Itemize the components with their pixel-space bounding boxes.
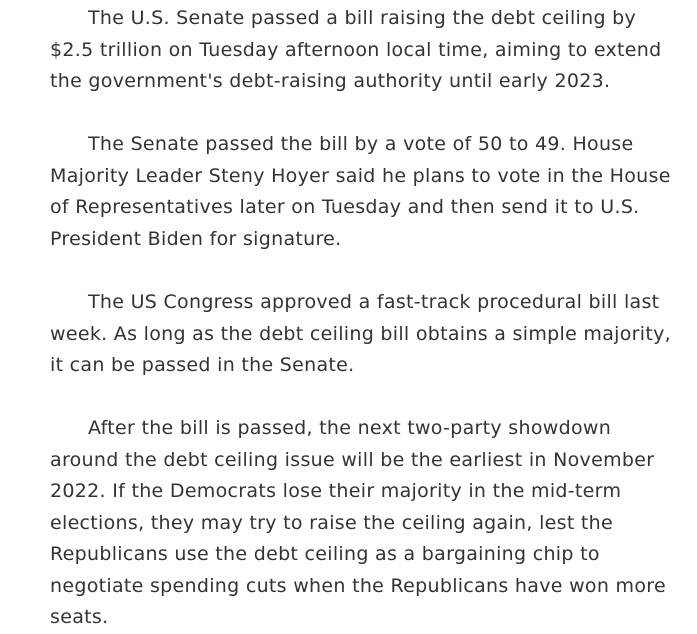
article-paragraph-3: The US Congress approved a fast-track procedural bill last week. As long as the debt ceiling bill obtains a simple majority, it can be passed in the Senate. bbox=[50, 291, 671, 376]
article-paragraph-4: After the bill is passed, the next two-party showdown around the debt ceiling issue will be the earliest in November 2022. If the Democrats lose their majority in the mid-term elections, they may try to raise the ceiling again, lest the Republicans use the debt ceiling as a bargaining chip to negotiate spending cuts when the Republicans have won more seats. bbox=[50, 417, 666, 628]
article-paragraph-2: The Senate passed the bill by a vote of 50 to 49. House Majority Leader Steny Hoyer said he plans to vote in the House of Representatives later on Tuesday and then send it to U.S. President Biden for signature. bbox=[50, 133, 671, 250]
article-paragraph-1: The U.S. Senate passed a bill raising the debt ceiling by $2.5 trillion on Tuesday afternoon local time, aiming to extend the government's debt-raising authority until early 2023. bbox=[50, 7, 662, 92]
